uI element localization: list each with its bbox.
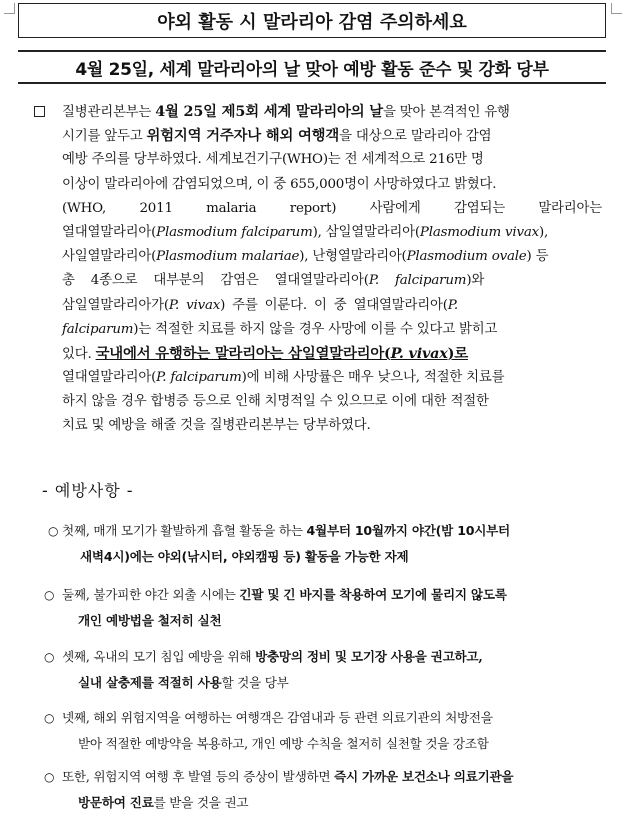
paragraph-line: 이상이 말라리아에 감염되었으며, 이 중 655,000명이 사망하였다고 밝혔다. (62, 176, 497, 192)
paragraph-line: 총 4종으로 대부분의 감염은 열대열말라리아(P. falciparum)와 (62, 273, 485, 289)
body-paragraph (36, 100, 602, 439)
paragraph-line: 시기를 앞두고 위험지역 거주자나 해외 여행객을 대상으로 말라리아 감염 (62, 127, 492, 145)
paragraph-line: (WHO, 2011 malaria report) 사람에게 감염되는 말라리아는 (62, 200, 602, 216)
paragraph-line: falciparum)는 적절한 치료를 하지 않을 경우 사망에 이를 수 있다고 밝히고 (62, 321, 498, 337)
prevention-heading: - 예방사항 - (42, 481, 134, 500)
circle-bullet-icon: ○ (48, 524, 59, 538)
paragraph-line: 하지 않을 경우 합병증 등으로 인해 치명적일 수 있으므로 이에 대한 적절한 (62, 394, 489, 410)
document-title: 야외 활동 시 말라리아 감염 주의하세요 (18, 3, 606, 38)
paragraph-line: 삼일열말라리아가(P. vivax) 주를 이룬다. 이 중 열대열말라리아(P. (62, 297, 458, 313)
paragraph-line: 치료 및 예방을 해줄 것을 질병관리본부는 당부하였다. (62, 418, 371, 434)
circle-bullet-icon: ○ (44, 650, 55, 664)
paragraph-line: 있다. 국내에서 유행하는 말라리아는 삼일열말라리아(P. vivax)로 (62, 344, 468, 362)
checkbox-bullet-icon (34, 106, 45, 117)
paragraph-line: 사일열말라리아(Plasmodium malariae), 난형열말라리아(Plasmodium ovale) 등 (62, 249, 549, 265)
circle-bullet-icon: ○ (44, 770, 55, 784)
document-subtitle: 4월 25일, 세계 말라리아의 날 맞아 예방 활동 준수 및 강화 당부 (18, 50, 606, 84)
prevention-item: ○ 둘째, 불가피한 야간 외출 시에는 긴팔 및 긴 바지를 착용하여 모기에 물리지 않도록 개인 예방법을 철저히 실천 (44, 582, 604, 634)
paragraph-line: 열대열말라리아(Plasmodium falciparum), 삼일열말라리아(Plasmodium vivax), (62, 224, 549, 240)
prevention-item: ○ 셋째, 옥내의 모기 침입 예방을 위해 방충망의 정비 및 모기장 사용을 권고하고, 실내 살충제를 적절히 사용할 것을 당부 (44, 644, 604, 696)
prevention-item: ○ 첫째, 매개 모기가 활발하게 흡혈 활동을 하는 4월부터 10월까지 야간(밤 10시부터 새벽4시)에는 야외(낚시터, 야외캠핑 등) 활동을 가능한 자제 (48, 518, 608, 570)
paragraph-line: 예방 주의를 당부하였다. 세계보건기구(WHO)는 전 세계적으로 216만 명 (62, 152, 484, 168)
prevention-item: ○ 또한, 위험지역 여행 후 발열 등의 증상이 발생하면 즉시 가까운 보건소나 의료기관을 방문하여 진료를 받을 것을 권고 (44, 764, 604, 816)
page-corner-mark (611, 3, 622, 14)
paragraph-line: 질병관리본부는 4월 25일 제5회 세계 말라리아의 날을 맞아 본격적인 유행 (36, 100, 602, 124)
page-corner-mark (4, 3, 15, 14)
circle-bullet-icon: ○ (44, 588, 55, 602)
circle-bullet-icon: ○ (44, 711, 55, 725)
paragraph-line: 열대열말라리아(P. falciparum)에 비해 사망률은 매우 낮으나, 적절한 치료를 (62, 370, 505, 386)
prevention-item: ○ 넷째, 해외 위험지역을 여행하는 여행객은 감염내과 등 관련 의료기관의 처방전을 받아 적절한 예방약을 복용하고, 개인 예방 수칙을 철저히 실천할 것을 강조함 (44, 705, 604, 757)
